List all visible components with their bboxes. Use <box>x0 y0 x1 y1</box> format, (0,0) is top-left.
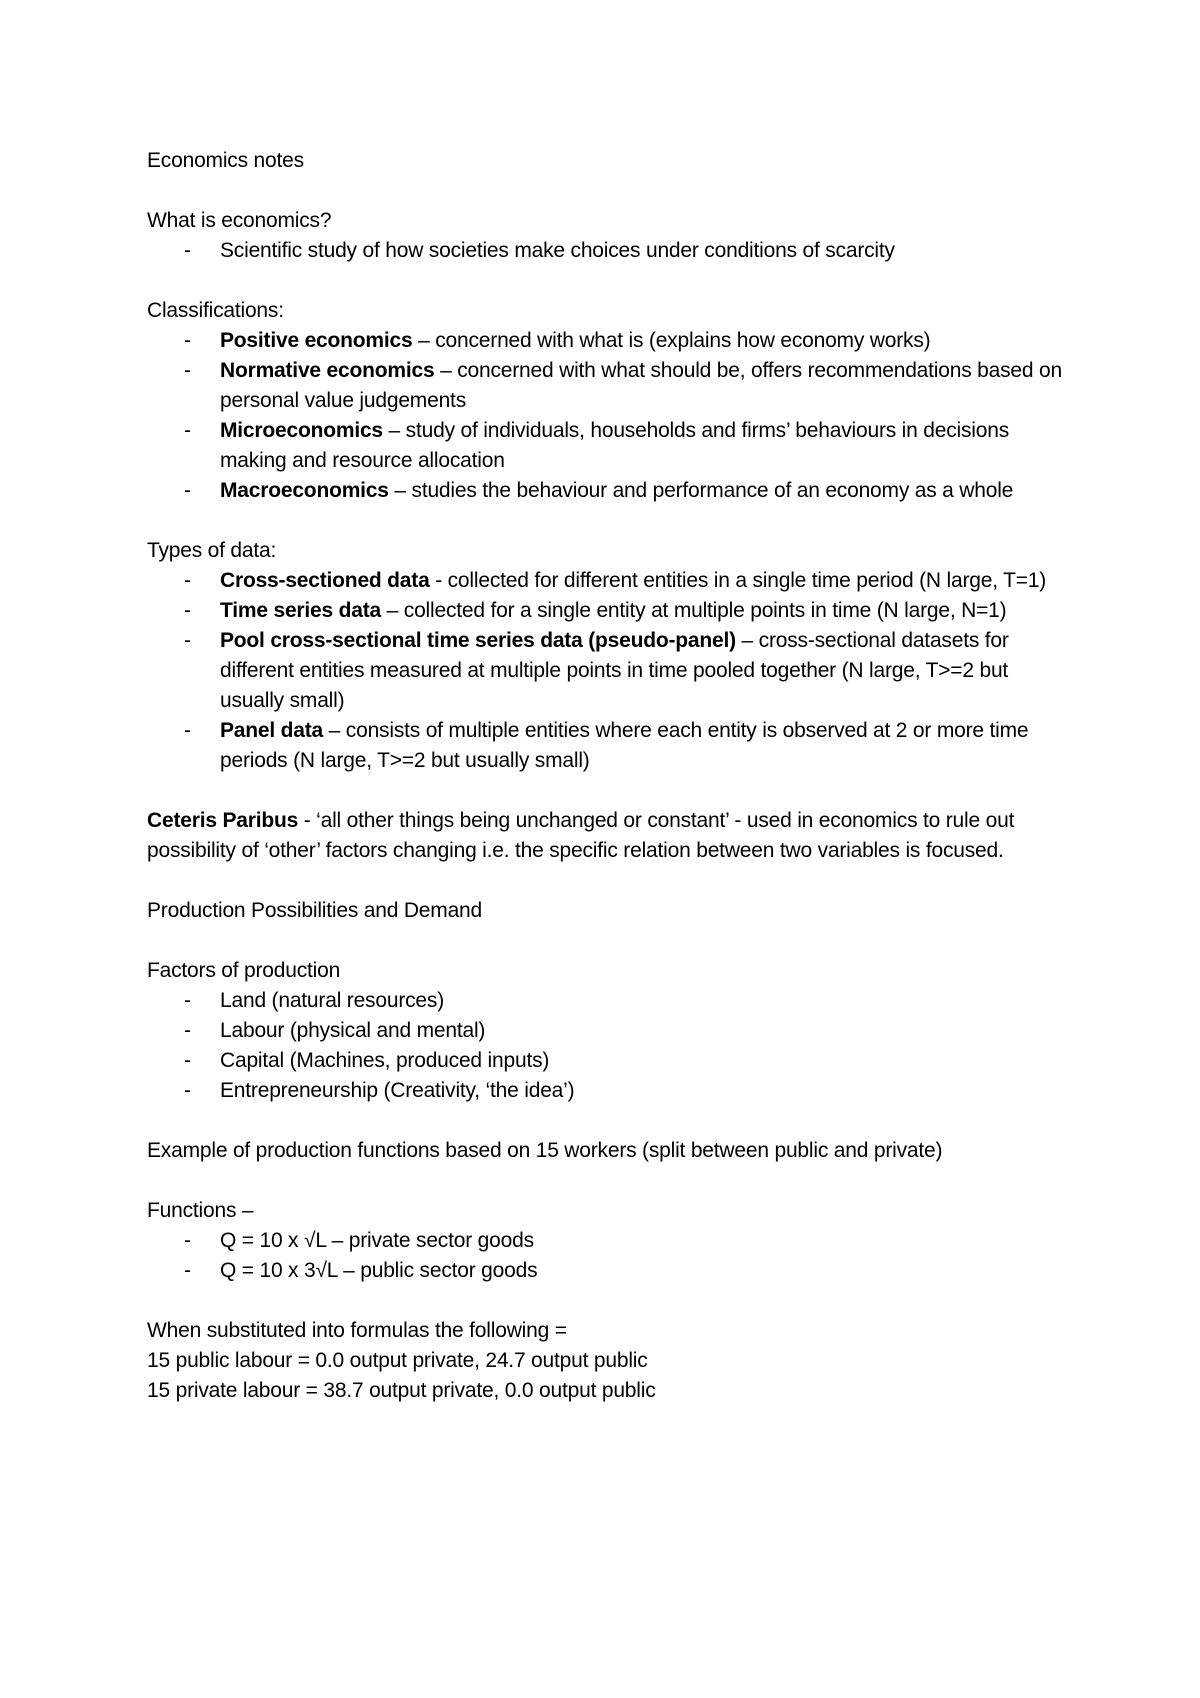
classifications-list <box>147 326 1077 506</box>
dash-bullet: - <box>184 719 191 742</box>
spacer <box>147 266 1077 296</box>
document-page <box>147 146 1077 1406</box>
substituted-line: 15 private labour = 38.7 output private, 0.0 output public <box>147 1379 656 1402</box>
list-item: - Q = 10 x 3√L – public sector goods <box>147 1256 1077 1286</box>
list-item: - Labour (physical and mental) <box>147 1016 1077 1046</box>
section-heading-types-of-data: Types of data: <box>147 539 277 562</box>
term: Panel data <box>220 719 324 742</box>
section-heading-factors: Factors of production <box>147 959 341 982</box>
list-item: - Macroeconomics – studies the behaviour and performance of an economy as a whole <box>147 476 1077 506</box>
term: Microeconomics <box>220 419 383 442</box>
spacer <box>147 506 1077 536</box>
term: Ceteris Paribus <box>147 809 299 832</box>
functions-list <box>147 1226 1077 1286</box>
what-is-list <box>147 236 1077 266</box>
spacer <box>147 176 1077 206</box>
term: Cross-sectioned data <box>220 569 430 592</box>
list-item: - Panel data – consists of multiple entities where each entity is observed at 2 or more time periods (N large, T>=2 but usually small) <box>147 716 1077 776</box>
section-heading-what-is: What is economics? <box>147 209 332 232</box>
dash-bullet: - <box>184 1079 191 1102</box>
dash-bullet: - <box>184 1019 191 1042</box>
spacer <box>147 1106 1077 1136</box>
list-item: - Time series data – collected for a single entity at multiple points in time (N large, N=1) <box>147 596 1077 626</box>
list-item: - Positive economics – concerned with what is (explains how economy works) <box>147 326 1077 356</box>
list-item: - Capital (Machines, produced inputs) <box>147 1046 1077 1076</box>
substituted-line: When substituted into formulas the following = <box>147 1319 567 1342</box>
list-item: - Scientific study of how societies make choices under conditions of scarcity <box>147 236 1077 266</box>
term: Positive economics <box>220 329 413 352</box>
list-item: - Normative economics – concerned with what should be, offers recommendations based on personal value judgements <box>147 356 1077 416</box>
types-of-data-list <box>147 566 1077 776</box>
list-item: - Microeconomics – study of individuals, households and firms’ behaviours in decisions making and resource allocation <box>147 416 1077 476</box>
dash-bullet: - <box>184 479 191 502</box>
spacer <box>147 776 1077 806</box>
spacer <box>147 866 1077 896</box>
dash-bullet: - <box>184 329 191 352</box>
list-item: - Pool cross-sectional time series data (pseudo-panel) – cross-sectional datasets for different entities measured at multiple points in time pooled together (N large, T>=2 but usually small) <box>147 626 1077 716</box>
list-item: - Land (natural resources) <box>147 986 1077 1016</box>
list-item: - Entrepreneurship (Creativity, ‘the idea’) <box>147 1076 1077 1106</box>
term: Pool cross-sectional time series data (pseudo-panel) <box>220 629 736 652</box>
section-heading-functions: Functions – <box>147 1199 254 1222</box>
spacer <box>147 1286 1077 1316</box>
factors-list <box>147 986 1077 1106</box>
spacer <box>147 926 1077 956</box>
list-item: - Cross-sectioned data - collected for different entities in a single time period (N large, T=1) <box>147 566 1077 596</box>
term: Time series data <box>220 599 382 622</box>
section-heading-classifications: Classifications: <box>147 299 284 322</box>
dash-bullet: - <box>184 599 191 622</box>
dash-bullet: - <box>184 359 191 382</box>
term: Normative economics <box>220 359 435 382</box>
dash-bullet: - <box>184 1049 191 1072</box>
dash-bullet: - <box>184 569 191 592</box>
term: Macroeconomics <box>220 479 389 502</box>
dash-bullet: - <box>184 629 191 652</box>
dash-bullet: - <box>184 989 191 1012</box>
dash-bullet: - <box>184 1259 191 1282</box>
spacer <box>147 1166 1077 1196</box>
document-title: Economics notes <box>147 149 304 172</box>
example-paragraph: Example of production functions based on 15 workers (split between public and private) <box>147 1139 943 1162</box>
dash-bullet: - <box>184 1229 191 1252</box>
section-heading-production: Production Possibilities and Demand <box>147 899 483 922</box>
list-item: - Q = 10 x √L – private sector goods <box>147 1226 1077 1256</box>
ceteris-paribus-paragraph: Ceteris Paribus - ‘all other things being unchanged or constant’ - used in economics to rule out possibility of ‘other’ factors changing i.e. the specific relation between two variables is focused. <box>147 809 1015 862</box>
dash-bullet: - <box>184 239 191 262</box>
dash-bullet: - <box>184 419 191 442</box>
substituted-line: 15 public labour = 0.0 output private, 24.7 output public <box>147 1349 648 1372</box>
